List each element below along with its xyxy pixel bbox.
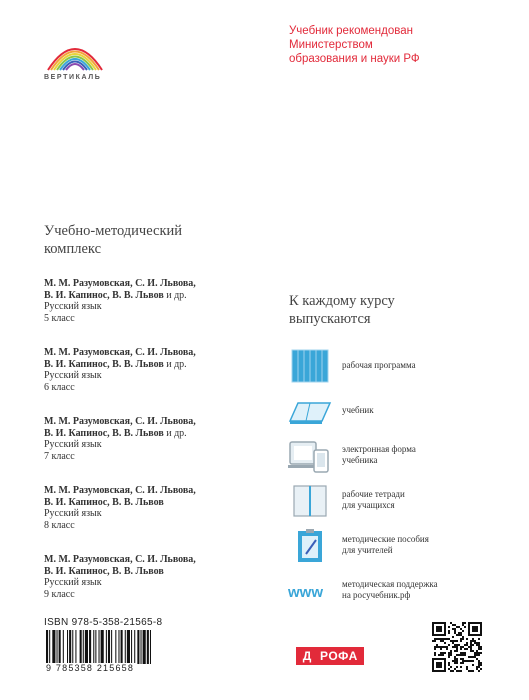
qr-module xyxy=(470,644,472,646)
book-grade: 6 класс xyxy=(44,381,75,393)
barcode-bar xyxy=(147,630,149,664)
book-authors: М. М. Разумовская, С. И. Львова, xyxy=(44,554,196,565)
material-label-line: электронная форма xyxy=(342,444,416,454)
material-label-line: методическая поддержка xyxy=(342,579,438,589)
barcode-bar xyxy=(95,630,96,664)
qr-module xyxy=(478,646,480,648)
qr-module xyxy=(470,660,472,662)
barcode-bar xyxy=(141,630,142,664)
book-authors-line: В. И. Капинос, В. В. Львов xyxy=(44,427,164,439)
barcode-bar xyxy=(49,630,50,664)
qr-module xyxy=(446,646,448,648)
qr-module xyxy=(442,640,444,642)
material-label-line: учебник xyxy=(342,405,374,415)
book-subject: Русский язык xyxy=(44,370,102,381)
qr-module xyxy=(434,648,436,650)
teacher-guide-icon xyxy=(288,528,332,564)
material-label-line: рабочая программа xyxy=(342,360,416,370)
materials-list xyxy=(288,346,508,616)
barcode-bar xyxy=(118,630,119,664)
barcode-bar xyxy=(75,630,76,664)
qr-module xyxy=(462,660,464,662)
qr-module xyxy=(452,642,454,644)
qr-module xyxy=(452,646,454,648)
qr-module xyxy=(440,640,442,642)
qr-module xyxy=(456,666,458,668)
book-subject: Русский язык xyxy=(44,508,102,519)
book-authors: М. М. Разумовская, С. И. Львова, xyxy=(44,416,196,427)
qr-module xyxy=(462,636,464,638)
qr-module xyxy=(466,648,468,650)
qr-module xyxy=(460,666,462,668)
qr-module xyxy=(478,664,480,666)
qr-module xyxy=(478,648,480,650)
qr-module xyxy=(476,658,478,660)
qr-module xyxy=(458,670,460,672)
book-entry xyxy=(44,485,264,554)
qr-module xyxy=(454,630,456,632)
recommendation-line: Учебник рекомендован xyxy=(289,25,413,37)
qr-module xyxy=(462,662,464,664)
qr-module xyxy=(452,670,454,672)
barcode-bar xyxy=(125,630,126,664)
qr-module xyxy=(438,654,440,656)
qr-module xyxy=(470,642,472,644)
book-authors xyxy=(44,566,264,578)
qr-module xyxy=(458,644,460,646)
qr-module xyxy=(472,664,474,666)
barcode-bar xyxy=(46,630,48,664)
qr-module xyxy=(436,644,438,646)
barcode-bar xyxy=(83,630,84,664)
qr-module xyxy=(478,660,480,662)
qr-module xyxy=(450,670,452,672)
barcode-bar xyxy=(72,630,73,664)
qr-module xyxy=(446,648,448,650)
book-authors: М. М. Разумовская, С. И. Львова, xyxy=(44,347,196,358)
qr-module xyxy=(458,626,460,628)
qr-module xyxy=(468,660,470,662)
qr-module xyxy=(434,638,436,640)
barcode-bar xyxy=(101,630,104,664)
qr-module xyxy=(452,640,454,642)
work-program-icon xyxy=(288,348,332,384)
qr-module xyxy=(472,640,474,642)
qr-module xyxy=(456,654,458,656)
qr-module xyxy=(480,668,482,670)
qr-module xyxy=(452,660,454,662)
qr-module xyxy=(464,660,466,662)
qr-module xyxy=(460,646,462,648)
qr-module xyxy=(476,644,478,646)
qr-module xyxy=(434,652,436,654)
barcode-bar xyxy=(121,630,123,664)
qr-module xyxy=(474,642,476,644)
barcode-bar xyxy=(52,630,55,664)
qr-module xyxy=(480,652,482,654)
book-entry xyxy=(44,278,264,347)
qr-module xyxy=(480,662,482,664)
qr-module xyxy=(462,624,464,626)
qr-module xyxy=(474,652,476,654)
qr-module xyxy=(440,646,442,648)
qr-module xyxy=(462,658,464,660)
qr-module xyxy=(466,644,468,646)
qr-module xyxy=(458,654,460,656)
qr-module xyxy=(456,646,458,648)
qr-module xyxy=(456,644,458,646)
qr-module xyxy=(464,654,466,656)
material-item xyxy=(288,526,508,571)
qr-module xyxy=(454,640,456,642)
barcode-bar xyxy=(143,630,146,664)
qr-module xyxy=(466,666,468,668)
recommendation-text xyxy=(289,24,499,66)
qr-module xyxy=(448,656,450,658)
qr-module xyxy=(478,662,480,664)
qr-module xyxy=(462,646,464,648)
qr-module xyxy=(456,670,458,672)
qr-module xyxy=(454,662,456,664)
barcode-bar xyxy=(57,630,58,664)
books-list xyxy=(44,278,264,623)
qr-module xyxy=(436,626,442,632)
qr-module xyxy=(436,646,438,648)
qr-module xyxy=(448,644,450,646)
qr-module xyxy=(458,632,460,634)
barcode-bar xyxy=(131,630,132,664)
qr-module xyxy=(480,646,482,648)
barcode-bar xyxy=(93,630,94,664)
qr-module xyxy=(460,670,462,672)
book-authors xyxy=(44,290,264,302)
material-label xyxy=(342,444,416,466)
book-entry xyxy=(44,416,264,485)
book-etal: и др. xyxy=(163,427,187,439)
barcode-bar xyxy=(80,630,82,664)
qr-module xyxy=(478,654,480,656)
publisher-logo xyxy=(296,647,364,665)
qr-module xyxy=(462,652,464,654)
qr-module xyxy=(454,646,456,648)
qr-module xyxy=(478,670,480,672)
qr-module xyxy=(472,656,474,658)
qr-module xyxy=(468,670,470,672)
qr-module xyxy=(456,650,458,652)
qr-module xyxy=(460,658,462,660)
qr-module xyxy=(456,662,458,664)
qr-module xyxy=(434,646,436,648)
recommendation-line: образования и науки РФ xyxy=(289,53,420,65)
barcode-bar xyxy=(69,630,71,664)
qr-module xyxy=(458,634,460,636)
qr-module xyxy=(460,662,462,664)
qr-module xyxy=(476,654,478,656)
qr-module xyxy=(478,638,480,640)
material-label-line: рабочие тетради xyxy=(342,489,405,499)
www-icon xyxy=(288,573,332,609)
qr-module xyxy=(476,650,478,652)
material-label xyxy=(342,579,438,601)
book-authors-line: В. И. Капинос, В. В. Львов xyxy=(44,358,164,370)
qr-module xyxy=(450,652,452,654)
qr-module xyxy=(460,628,462,630)
material-label-line: методические пособия xyxy=(342,534,429,544)
qr-module xyxy=(466,638,468,640)
qr-module xyxy=(450,666,452,668)
barcode-bar xyxy=(99,630,100,664)
publisher-name: РОФА xyxy=(318,647,364,665)
qr-module xyxy=(450,640,452,642)
qr-module xyxy=(454,632,456,634)
book-grade: 8 класс xyxy=(44,519,75,531)
qr-module xyxy=(478,644,480,646)
qr-module xyxy=(478,652,480,654)
barcode-bar xyxy=(134,630,135,664)
qr-module xyxy=(454,650,456,652)
book-entry xyxy=(44,347,264,416)
workbook-icon xyxy=(288,483,332,519)
qr-module xyxy=(440,648,442,650)
material-label-line: для учителей xyxy=(342,545,393,555)
qr-module xyxy=(448,668,450,670)
book-subject: Русский язык xyxy=(44,301,102,312)
qr-module xyxy=(448,630,450,632)
book-authors: М. М. Разумовская, С. И. Львова, xyxy=(44,485,196,496)
qr-module xyxy=(476,652,478,654)
qr-module xyxy=(476,668,478,670)
qr-module xyxy=(438,638,440,640)
qr-module xyxy=(444,646,446,648)
complex-line: Учебно-методический xyxy=(44,223,183,239)
qr-module xyxy=(456,658,458,660)
course-line: выпускаются xyxy=(289,311,371,327)
qr-module xyxy=(460,648,462,650)
qr-module xyxy=(470,640,472,642)
qr-module xyxy=(472,660,474,662)
qr-module xyxy=(454,644,456,646)
book-grade: 7 класс xyxy=(44,450,75,462)
book-authors: М. М. Разумовская, С. И. Львова, xyxy=(44,278,196,289)
qr-module xyxy=(462,638,464,640)
qr-module xyxy=(450,650,452,652)
qr-module xyxy=(442,638,444,640)
barcode-bar xyxy=(150,630,151,664)
qr-module xyxy=(478,642,480,644)
qr-module xyxy=(460,640,462,642)
qr-module xyxy=(460,634,462,636)
barcode-bar xyxy=(89,630,91,664)
qr-module xyxy=(460,652,462,654)
logo-text: ВЕРТИКАЛЬ xyxy=(44,74,102,81)
qr-module xyxy=(470,650,472,652)
qr-module xyxy=(438,646,440,648)
barcode-bar xyxy=(67,630,68,664)
qr-module xyxy=(476,666,478,668)
book-etal: и др. xyxy=(163,289,187,301)
qr-module xyxy=(478,666,480,668)
barcode-bar xyxy=(137,630,139,664)
book-authors-line: В. И. Капинос, В. В. Львов xyxy=(44,565,164,577)
qr-module xyxy=(442,646,444,648)
qr-module xyxy=(480,648,482,650)
book-grade: 5 класс xyxy=(44,312,75,324)
qr-module xyxy=(462,654,464,656)
barcode-bar xyxy=(106,630,107,664)
qr-module xyxy=(436,638,438,640)
qr-module xyxy=(454,624,456,626)
book-etal: и др. xyxy=(163,358,187,370)
qr-module xyxy=(442,654,444,656)
qr-module xyxy=(464,644,466,646)
barcode-bar xyxy=(111,630,112,664)
qr-module xyxy=(434,640,436,642)
qr-module xyxy=(474,654,476,656)
material-label xyxy=(342,489,405,511)
qr-module xyxy=(432,640,434,642)
qr-module xyxy=(470,670,472,672)
qr-module xyxy=(448,638,450,640)
material-item xyxy=(288,436,508,481)
book-subject: Русский язык xyxy=(44,439,102,450)
qr-module xyxy=(448,654,450,656)
isbn-text: ISBN 978-5-358-21565-8 xyxy=(44,617,163,628)
qr-module xyxy=(448,632,450,634)
qr-module xyxy=(466,660,468,662)
textbook-icon xyxy=(288,393,332,429)
qr-module xyxy=(436,662,442,668)
qr-module xyxy=(474,640,476,642)
qr-module xyxy=(460,632,462,634)
material-label-line: для учащихся xyxy=(342,500,395,510)
qr-module xyxy=(454,658,456,660)
qr-module xyxy=(456,626,458,628)
qr-module xyxy=(454,628,456,630)
qr-module xyxy=(450,622,452,624)
barcode-number: 9 785358 215658 xyxy=(46,663,135,673)
qr-module xyxy=(468,656,470,658)
qr-module xyxy=(456,640,458,642)
barcode-bar xyxy=(127,630,130,664)
qr-code xyxy=(432,622,482,672)
qr-module xyxy=(470,646,472,648)
qr-module xyxy=(440,638,442,640)
qr-module xyxy=(468,646,470,648)
qr-module xyxy=(460,638,462,640)
qr-module xyxy=(448,664,450,666)
qr-module xyxy=(446,638,448,640)
qr-module xyxy=(444,638,446,640)
complex-heading xyxy=(44,222,244,258)
book-entry xyxy=(44,554,264,623)
qr-module xyxy=(434,654,436,656)
electronic-form-icon xyxy=(288,438,332,474)
material-label-line: на росучебник.рф xyxy=(342,590,411,600)
qr-module xyxy=(470,648,472,650)
barcode-bar xyxy=(59,630,61,664)
qr-module xyxy=(462,622,464,624)
qr-module xyxy=(480,664,482,666)
qr-module xyxy=(454,660,456,662)
qr-module xyxy=(442,652,444,654)
book-authors-line: В. И. Капинос, В. В. Львов xyxy=(44,496,164,508)
qr-module xyxy=(454,656,456,658)
complex-line: комплекс xyxy=(44,241,102,257)
qr-module xyxy=(452,624,454,626)
qr-module xyxy=(464,648,466,650)
qr-module xyxy=(448,626,450,628)
book-subject: Русский язык xyxy=(44,577,102,588)
material-label xyxy=(342,405,374,416)
book-grade: 9 класс xyxy=(44,588,75,600)
qr-module xyxy=(454,668,456,670)
qr-module xyxy=(460,654,462,656)
book-authors xyxy=(44,359,264,371)
qr-module xyxy=(472,638,474,640)
qr-module xyxy=(440,654,442,656)
material-label xyxy=(342,360,416,371)
qr-module xyxy=(472,644,474,646)
qr-module xyxy=(448,652,450,654)
qr-module xyxy=(476,642,478,644)
qr-module xyxy=(464,622,466,624)
qr-module xyxy=(466,668,468,670)
book-authors-line: В. И. Капинос, В. В. Львов xyxy=(44,289,164,301)
qr-module xyxy=(450,654,452,656)
www-label: www xyxy=(288,584,324,601)
qr-module xyxy=(470,656,472,658)
book-authors xyxy=(44,497,264,509)
book-authors xyxy=(44,428,264,440)
qr-module xyxy=(452,636,454,638)
qr-module xyxy=(444,642,446,644)
qr-module xyxy=(466,642,468,644)
material-label xyxy=(342,534,429,556)
barcode-bar xyxy=(115,630,116,664)
material-item xyxy=(288,391,508,436)
qr-module xyxy=(456,660,458,662)
material-item xyxy=(288,481,508,526)
qr-module xyxy=(464,652,466,654)
recommendation-line: Министерством xyxy=(289,39,373,51)
qr-module xyxy=(474,656,476,658)
qr-module xyxy=(456,648,458,650)
qr-module xyxy=(440,652,442,654)
qr-module xyxy=(472,626,478,632)
material-item xyxy=(288,346,508,391)
qr-module xyxy=(452,628,454,630)
publisher-mark: Д xyxy=(296,647,318,665)
barcode-bar xyxy=(85,630,88,664)
barcode-bar xyxy=(63,630,64,664)
qr-module xyxy=(464,626,466,628)
qr-module xyxy=(472,670,474,672)
course-heading xyxy=(289,292,489,328)
course-line: К каждому курсу xyxy=(289,293,395,309)
qr-module xyxy=(444,652,446,654)
barcode-bar xyxy=(108,630,110,664)
material-item xyxy=(288,571,508,616)
material-label-line: учебника xyxy=(342,455,378,465)
qr-module xyxy=(448,662,450,664)
qr-module xyxy=(472,650,474,652)
qr-module xyxy=(456,634,458,636)
qr-module xyxy=(462,630,464,632)
